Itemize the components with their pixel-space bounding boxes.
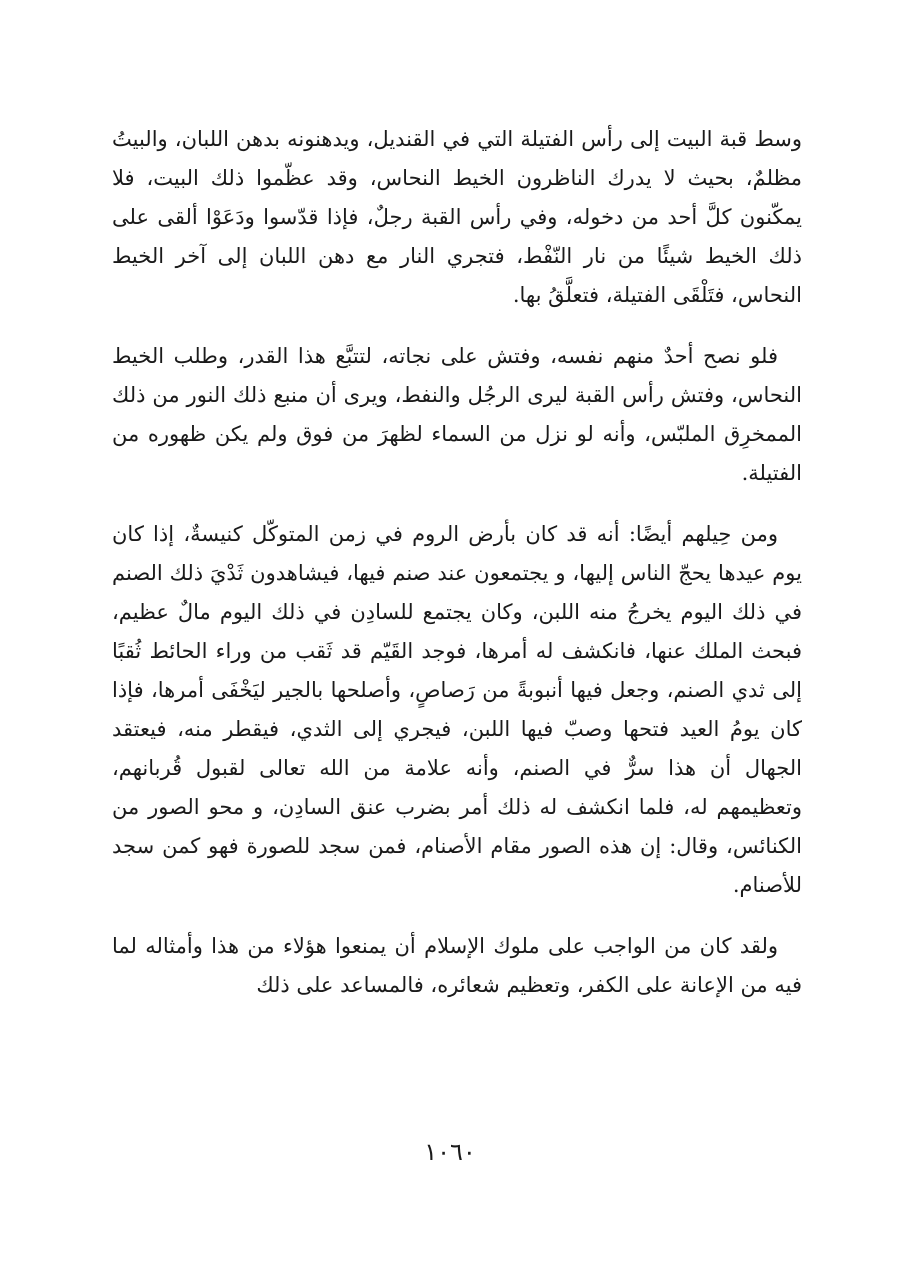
body-text [112,120,802,1027]
paragraph-2: فلو نصح أحدٌ منهم نفسه، وفتش على نجاته، لتتبَّع هذا القدر، وطلب الخيط النحاس، وفتش رأس القبة ليرى الرجُل والنفط، ويرى أن منبع ذلك النور من ذلك الممخرِق الملبّس، وأنه لو نزل من السماء لظهرَ من فوق ولم يكن ظهوره من الفتيلة. [112,344,802,485]
paragraph-1: وسط قبة البيت إلى رأس الفتيلة التي في القنديل، ويدهنونه بدهن اللبان، والبيتُ مظلمٌ، بحيث لا يدرك الناظرون الخيط النحاس، وقد عظّموا ذلك البيت، فلا يمكّنون كلَّ أحد من دخوله، وفي رأس القبة رجلٌ، فإذا قدّسوا ودَعَوْا ألقى على ذلك الخيط شيئًا من نار النّفْط، فتجري النار مع دهن اللبان إلى آخر الخيط النحاس، فتَلْقَى الفتيلة، فتعلَّقُ بها. [112,127,802,307]
paragraph-3: ومن حِيلهم أيضًا: أنه قد كان بأرض الروم في زمن المتوكّل كنيسةٌ، إذا كان يوم عيدها يحجّ الناس إليها، و يجتمعون عند صنم فيها، فيشاهدون ثَدْيَ ذلك الصنم في ذلك اليوم يخرجُ منه اللبن، وكان يجتمع للسادِن في ذلك اليوم مالٌ عظيم، فبحث الملك عنها، فانكشف له أمرها، فوجد القَيّم قد ثَقب من وراء الحائط ثُقبًا إلى ثدي الصنم، وجعل فيها أنبوبةً من رَصاصٍ، وأصلحها بالجير ليَخْفَى أمرها، فإذا كان يومُ العيد فتحها وصبّ فيها اللبن، فيجري إلى الثدي، فيقطر منه، فيعتقد الجهال أن هذا سرٌّ في الصنم، وأنه علامة من الله تعالى لقبول قُربانهم، وتعظيمهم له، فلما انكشف له ذلك أمر بضرب عنق السادِن، و محو الصور من الكنائس، وقال: إن هذه الصور مقام الأصنام، فمن سجد للصورة فهو كمن سجد للأصنام. [112,522,802,897]
page-number: ١٠٦٠ [424,1138,476,1166]
paragraph-4: ولقد كان من الواجب على ملوك الإسلام أن يمنعوا هؤلاء من هذا وأمثاله لما فيه من الإعانة على الكفر، وتعظيم شعائره، فالمساعد على ذلك [112,934,802,997]
